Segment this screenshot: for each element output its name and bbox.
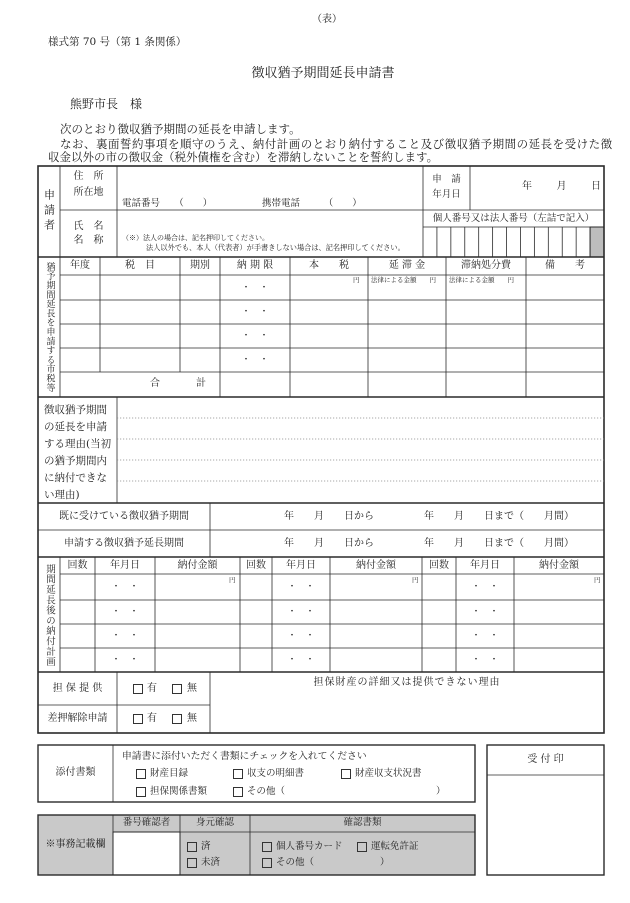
collateral-no-label: 無: [187, 683, 197, 694]
application-date-label-line-2: 年月日: [432, 189, 461, 200]
attachment-other-label: その他（: [247, 786, 286, 797]
attachment-collateral-docs-checkbox[interactable]: [136, 787, 146, 797]
payment-plan-section-label: 期間延長後の納付計画: [44, 564, 55, 667]
plan-date-placeholder: ・ ・: [287, 655, 315, 665]
name-note-2: 法人以外でも、本人（代表者）が手書きしない場合は、記名押印してください。: [146, 243, 405, 252]
attachments-instruction: 申請書に添付いただく書類にチェックを入れてください: [122, 751, 367, 762]
reason-label-line: の猶予期間内: [44, 455, 107, 467]
mobile-field-label: 携帯電話 （ ）: [262, 198, 362, 209]
intro-line-1: 次のとおり徴収猶予期間の延長を申請します。: [60, 122, 301, 136]
application-date-units: 年 月 日: [522, 181, 603, 192]
plan-date-placeholder: ・ ・: [471, 582, 499, 592]
reason-section-lines: [38, 397, 604, 503]
tax-col-tax-item: 税 目: [125, 260, 155, 271]
reason-label-line: の延長を申請: [44, 421, 107, 433]
plan-date-placeholder: ・ ・: [471, 655, 499, 665]
plan-date-placeholder: ・ ・: [287, 582, 315, 592]
attachment-income-statement-checkbox[interactable]: [233, 769, 243, 779]
tax-due-date-placeholder: ・ ・: [241, 307, 269, 317]
reason-label-line: 徴収猶予期間: [44, 404, 107, 416]
reason-label-line: する理由(当初: [44, 438, 112, 450]
phone-field-label: 電話番号 （ ）: [122, 198, 213, 209]
tax-due-date-placeholder: ・ ・: [241, 355, 269, 365]
late-fee-statutory-amount: 法律による金額 円: [371, 276, 436, 284]
tax-col-late-fee: 延 滞 金: [388, 260, 426, 271]
tax-due-date-placeholder: ・ ・: [241, 331, 269, 341]
tax-col-principal: 本 税: [309, 260, 349, 271]
office-col-number-checker: 番号確認者: [122, 817, 171, 828]
attachments-label: 添付書類: [55, 767, 96, 778]
collateral-detail-label: 担保財産の詳細又は提供できない理由: [313, 677, 501, 688]
attachment-asset-list-checkbox[interactable]: [136, 769, 146, 779]
form-title: 徴収猶予期間延長申請書: [251, 66, 395, 81]
doc-my-number-card-label: 個人番号カード: [276, 841, 343, 852]
address-label-line-1: 住 所: [73, 171, 104, 182]
attachment-financial-status-checkbox[interactable]: [341, 769, 351, 779]
receipt-stamp-label: 受 付 印: [527, 754, 564, 765]
plan-date-placeholder: ・ ・: [471, 631, 499, 641]
office-col-identity-check: 身元確認: [195, 817, 234, 828]
name-label-line-1: 氏 名: [73, 221, 104, 232]
attachment-asset-list-label: 財産目録: [150, 768, 189, 779]
identity-confirmed-checkbox[interactable]: [187, 842, 197, 852]
intro-line-2: なお、裏面誓約事項を順守のうえ、納付計画のとおり納付すること及び徴収猶予期間の延長を受けた徴: [60, 137, 613, 151]
plan-date-placeholder: ・ ・: [111, 631, 139, 641]
plan-col-installment-no: 回数: [67, 560, 88, 571]
collateral-no-checkbox[interactable]: [172, 684, 182, 694]
name-note-1: （※）法人の場合は、記名押印してください。: [122, 234, 269, 242]
address-label-line-2: 所在地: [73, 187, 104, 198]
plan-date-placeholder: ・ ・: [111, 582, 139, 592]
plan-date-placeholder: ・ ・: [111, 655, 139, 665]
name-label-line-2: 名 称: [73, 235, 104, 246]
collateral-provide-label: 担 保 提 供: [52, 683, 103, 694]
collateral-yes-checkbox[interactable]: [133, 684, 143, 694]
tax-col-disposition-cost: 滞納処分費: [461, 260, 511, 271]
tax-due-date-placeholder: ・ ・: [241, 282, 269, 293]
plan-col-date: 年月日: [286, 560, 316, 571]
plan-col-amount: 納付金額: [539, 560, 579, 571]
office-col-verification-docs: 確認書類: [343, 817, 382, 828]
identity-confirmed-label: 済: [201, 841, 211, 852]
doc-drivers-license-label: 運転免許証: [371, 841, 419, 852]
attachment-other-close: ）: [436, 786, 446, 797]
requested-extension-period-range: 年 月 日から 年 月 日まで（ 月間）: [284, 538, 574, 549]
plan-col-amount: 納付金額: [177, 560, 218, 571]
plan-yen-unit: 円: [229, 576, 236, 584]
attachment-collateral-docs-label: 担保関係書類: [150, 786, 208, 797]
office-use-label: ※事務記載欄: [45, 839, 106, 850]
plan-date-placeholder: ・ ・: [471, 607, 499, 617]
attachment-income-statement-label: 収支の明細書: [247, 768, 305, 779]
form-number: 様式第 70 号（第 1 条関係）: [48, 36, 187, 48]
doc-other-checkbox[interactable]: [262, 858, 272, 868]
tax-col-fiscal-year: 年度: [70, 260, 90, 271]
doc-other-close: ）: [380, 857, 390, 868]
requested-extension-period-label: 申請する徴収猶予延長期間: [64, 538, 184, 549]
plan-col-amount: 納付金額: [356, 560, 396, 571]
seizure-release-yes-label: 有: [147, 713, 157, 724]
attachment-other-checkbox[interactable]: [233, 787, 243, 797]
tax-col-remarks: 備 考: [545, 260, 585, 271]
reason-label-line: に納付できな: [44, 472, 107, 484]
principal-yen-unit: 円: [353, 276, 360, 284]
current-deferral-period-label: 既に受けている徴収猶予期間: [59, 511, 189, 522]
current-deferral-period-range: 年 月 日から 年 月 日まで（ 月間）: [284, 511, 574, 522]
seizure-release-label: 差押解除申請: [47, 713, 108, 724]
identity-unconfirmed-checkbox[interactable]: [187, 858, 197, 868]
side-mark: （表）: [312, 14, 342, 25]
tax-total-label: 合 計: [150, 378, 208, 389]
seizure-release-no-checkbox[interactable]: [172, 714, 182, 724]
plan-col-date: 年月日: [110, 560, 140, 571]
seizure-release-no-label: 無: [187, 713, 197, 724]
applicant-section-label: 申請者: [42, 189, 56, 234]
tax-table-section-label: 猶予期間延長を申請する市税等: [44, 262, 55, 393]
id-number-label: 個人番号又は法人番号（左詰で記入）: [432, 213, 595, 224]
reason-label-line: い理由): [44, 489, 80, 501]
addressee: 熊野市長 様: [70, 97, 143, 111]
application-date-label-line-1: 申 請: [432, 174, 461, 185]
doc-drivers-license-checkbox[interactable]: [357, 842, 367, 852]
plan-date-placeholder: ・ ・: [111, 607, 139, 617]
tax-col-due-date: 納 期 限: [236, 260, 274, 271]
plan-col-installment-no: 回数: [246, 560, 266, 571]
tax-col-period: 期別: [190, 260, 210, 271]
tax-table-lines: [38, 257, 604, 397]
collateral-yes-label: 有: [147, 683, 157, 694]
plan-col-date: 年月日: [470, 560, 500, 571]
identity-unconfirmed-label: 未済: [201, 857, 221, 868]
disposition-statutory-amount: 法律による金額 円: [449, 276, 514, 284]
intro-line-3: 収金以外の市の徴収金（税外債権を含む）を滞納しないことを誓約します。: [48, 150, 439, 164]
plan-yen-unit: 円: [594, 576, 601, 584]
plan-date-placeholder: ・ ・: [287, 631, 315, 641]
plan-yen-unit: 円: [412, 576, 419, 584]
plan-col-installment-no: 回数: [429, 560, 449, 571]
plan-date-placeholder: ・ ・: [287, 607, 315, 617]
doc-other-label: その他（: [276, 857, 315, 868]
attachment-financial-status-label: 財産収支状況書: [355, 768, 422, 779]
seizure-release-yes-checkbox[interactable]: [133, 714, 143, 724]
doc-my-number-card-checkbox[interactable]: [262, 842, 272, 852]
